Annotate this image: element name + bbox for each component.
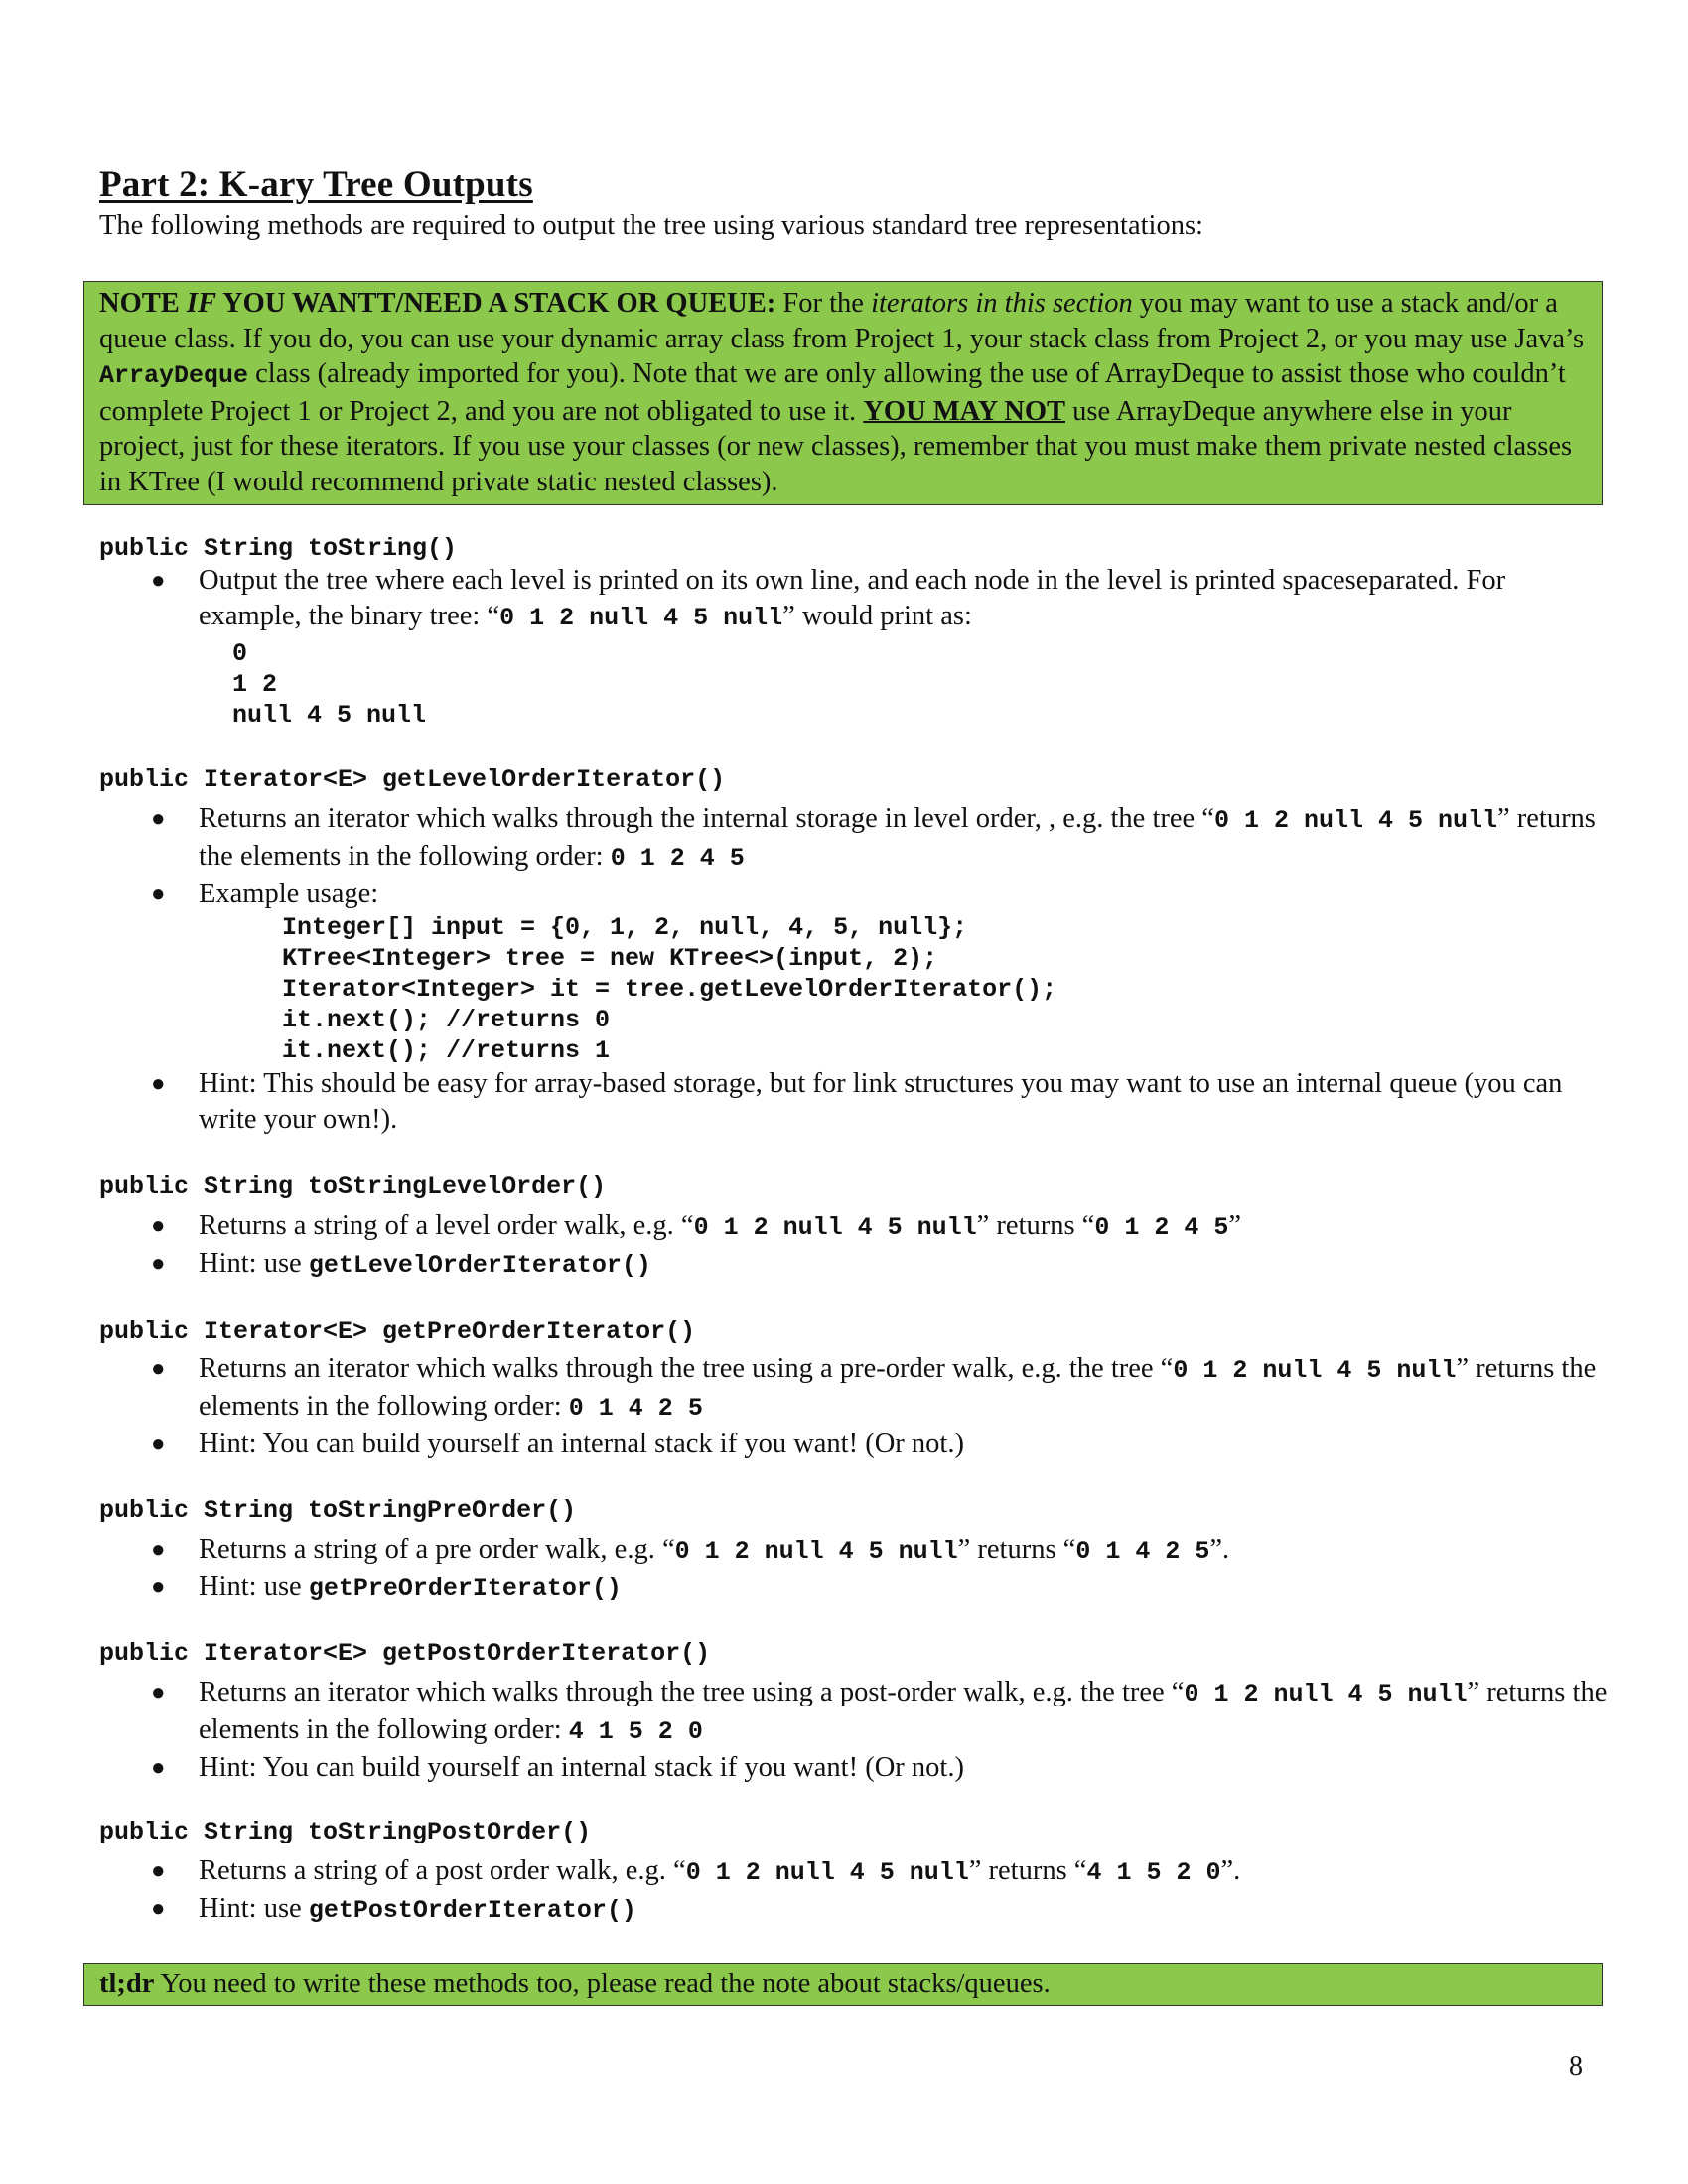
list-item: ● Hint: You can build yourself an internal stack if you want! (Or not.) [99, 1427, 1609, 1462]
note-lead2: YOU WANTT/NEED A STACK OR QUEUE: [216, 288, 776, 319]
bullet-icon: ● [151, 1858, 166, 1884]
intro-paragraph: The following methods are required to output the tree using various standard tree representations: [99, 210, 1203, 241]
code-example: Integer[] input = {0, 1, 2, null, 4, 5, null}; KTree<Integer> tree = new KTree<>(input, 2); Iterator<Integer> it = tree.getLevelOrderIterator(); it.next(); //returns 0 it.next(); //returns 1 [282, 913, 1057, 1065]
method-signature: public String toStringPreOrder() [99, 1496, 577, 1525]
bullet-icon: ● [151, 882, 166, 907]
bullet-list [99, 1532, 1609, 1607]
list-item: ● Returns an iterator which walks through the tree using a post-order walk, e.g. the tree “0 1 2 null 4 5 null” returns the elements in the following order: 4 1 5 2 0 [151, 1677, 1608, 1746]
stack-queue-note [83, 281, 1603, 505]
list-item: ● Returns a string of a level order walk, e.g. “0 1 2 null 4 5 null” returns “0 1 2 4 5” [151, 1210, 1242, 1242]
bullet-icon: ● [151, 806, 166, 832]
note-lead: NOTE [99, 288, 187, 319]
tldr-label: tl;dr [99, 1969, 155, 1999]
bullet-icon: ● [151, 1574, 166, 1600]
list-item: ● Returns an iterator which walks through the tree using a pre-order walk, e.g. the tree “0 1 2 null 4 5 null” returns the elements in the following order: 0 1 4 2 5 [151, 1353, 1597, 1423]
bullet-list [99, 563, 1609, 731]
list-item: ● Example usage: Integer[] input = {0, 1, 2, null, 4, 5, null}; KTree<Integer> tree = new KTree<>(input, 2); Iterator<Integer> it = tree.getLevelOrderIterator(); it.next(); //returns 0 it.next(); //returns 1 [99, 877, 1609, 1066]
list-item: ● Hint: This should be easy for array-based storage, but for link structures you may want to use an internal queue (you can write your own!). [151, 1068, 1563, 1135]
bullet-icon: ● [151, 1251, 166, 1277]
tldr-text: You need to write these methods too, please read the note about stacks/queues. [154, 1969, 1051, 1999]
note-text-3: class (already imported for you). Note that we are only allowing the use of ArrayDeque to assist those who couldn’t complete Project 1 or Project 2, and you are not obligated to use it. [99, 358, 1566, 427]
bullet-list [99, 1208, 1609, 1284]
list-item: ● Output the tree where each level is printed on its own line, and each node in the level is printed spaceseparated. For example, the binary tree: “0 1 2 null 4 5 null” would print as: 0 1 2 null 4 5 null [99, 563, 1609, 731]
list-item: ● Hint: use getPreOrderIterator() [151, 1571, 622, 1603]
note-text-4: use ArrayDeque anywhere else in your project, just for these iterators. If you use your classes (or new classes), remember that you must make them private nested classes in KTree (I would recommend private static nested classes). [99, 395, 1573, 497]
bullet-icon: ● [151, 1071, 166, 1097]
note-if: IF [186, 288, 217, 319]
method-signature: public Iterator<E> getPostOrderIterator() [99, 1639, 711, 1668]
note-code-arraydeque: ArrayDeque [99, 361, 249, 391]
note-text-1: For the [775, 288, 872, 319]
bullet-icon: ● [151, 1213, 166, 1239]
bullet-icon: ● [151, 1755, 166, 1781]
bullet-icon: ● [151, 1356, 166, 1382]
method-signature: public String toStringLevelOrder() [99, 1172, 607, 1201]
tldr-box [83, 1963, 1603, 2006]
method-signature: public String toString() [99, 534, 458, 563]
note-text-2: you may want to use a stack and/or a queue class. If you do, you can use your dynamic array class from Project 1, your stack class from Project 2, or you may use Java’s [99, 288, 1585, 354]
list-item: ● Returns a string of a pre order walk, e.g. “0 1 2 null 4 5 null” returns “0 1 4 2 5”. [151, 1534, 1230, 1566]
code-example: 0 1 2 null 4 5 null [232, 639, 427, 730]
method-signature: public Iterator<E> getLevelOrderIterator() [99, 765, 726, 794]
method-signature: public String toStringPostOrder() [99, 1818, 592, 1846]
list-item: ● Hint: You can build yourself an internal stack if you want! (Or not.) [99, 1750, 1609, 1786]
list-item: ● Returns an iterator which walks through the internal storage in level order, , e.g. the tree “0 1 2 null 4 5 null” returns the elements in the following order: 0 1 2 4 5 [151, 803, 1596, 873]
bullet-list [99, 1351, 1609, 1462]
bullet-icon: ● [151, 568, 166, 594]
note-italic: iterators in this section [871, 288, 1133, 319]
page-title: Part 2: K-ary Tree Outputs [99, 164, 533, 205]
bullet-icon: ● [151, 1432, 166, 1457]
list-item: ● Hint: use getLevelOrderIterator() [151, 1248, 651, 1280]
page-number: 8 [1569, 2051, 1583, 2082]
note-underline: YOU MAY NOT [863, 395, 1066, 427]
list-item: ● Hint: use getPostOrderIterator() [151, 1893, 636, 1925]
bullet-icon: ● [151, 1537, 166, 1563]
list-item: ● Returns a string of a post order walk, e.g. “0 1 2 null 4 5 null” returns “4 1 5 2 0”. [151, 1855, 1241, 1887]
bullet-list [99, 1853, 1609, 1929]
method-signature: public Iterator<E> getPreOrderIterator() [99, 1317, 696, 1346]
bullet-list [99, 1675, 1609, 1786]
bullet-list [99, 801, 1609, 1138]
bullet-icon: ● [151, 1896, 166, 1922]
bullet-icon: ● [151, 1680, 166, 1706]
